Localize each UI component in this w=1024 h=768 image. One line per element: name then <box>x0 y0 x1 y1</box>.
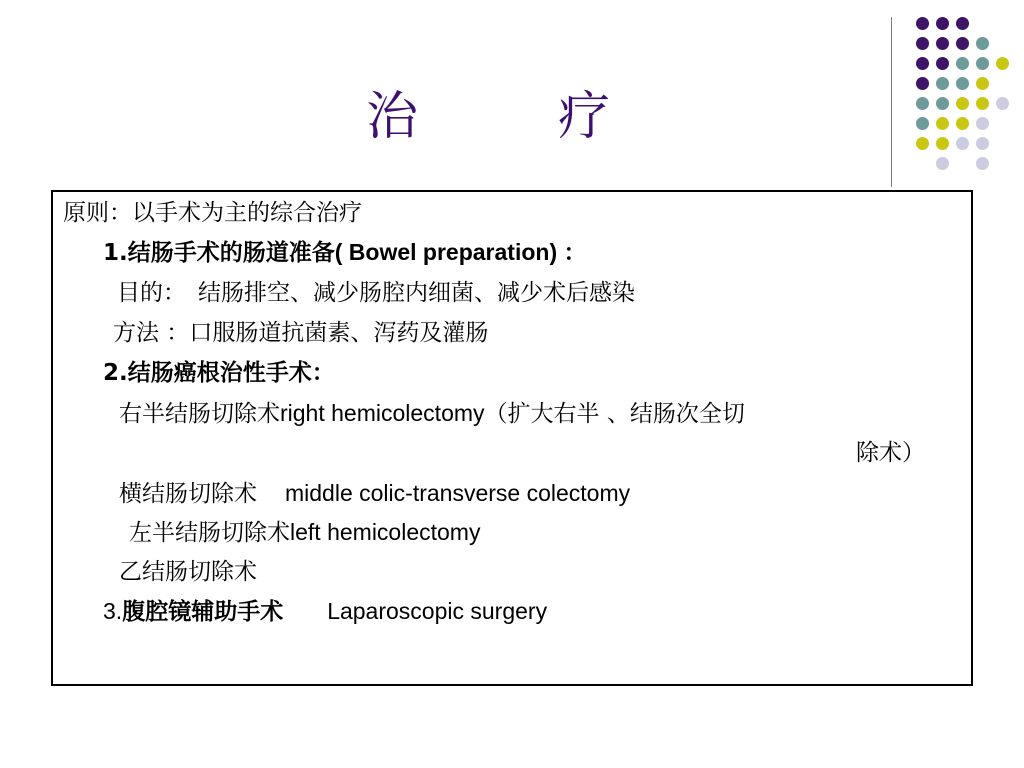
decorative-dot <box>936 137 949 150</box>
decorative-dot <box>996 57 1009 70</box>
decorative-divider-line <box>891 17 892 187</box>
laparoscopic-cn: 腹腔镜辅助手术 <box>122 599 284 625</box>
decorative-dot <box>936 117 949 130</box>
bowel-prep-heading-cn: 1.结肠手术的肠道准备 <box>103 240 335 266</box>
decorative-dot <box>916 97 929 110</box>
decorative-dot <box>976 97 989 110</box>
decorative-dot <box>976 157 989 170</box>
decorative-dot <box>956 77 969 90</box>
decorative-dot <box>936 57 949 70</box>
bowel-prep-heading-en: ( Bowel preparation) ： <box>334 239 587 265</box>
transverse-colectomy-cn: 横结肠切除术 <box>119 481 257 507</box>
transverse-colectomy-en: middle colic-transverse colectomy <box>285 480 631 506</box>
decorative-dot <box>996 97 1009 110</box>
method-text: 口服肠道抗菌素、泻药及灌肠 <box>189 320 489 346</box>
content-box <box>51 190 973 686</box>
principle-line <box>63 198 362 228</box>
transverse-colectomy-line <box>119 478 630 509</box>
decorative-dot <box>916 37 929 50</box>
left-hemicolectomy-cn: 左半结肠切除术 <box>129 520 290 546</box>
decorative-dot <box>956 37 969 50</box>
decorative-dot <box>916 17 929 30</box>
decorative-dot <box>976 77 989 90</box>
decorative-dot <box>936 157 949 170</box>
right-hemicolectomy-continuation <box>856 438 925 468</box>
right-hemicolectomy-en: right hemicolectomy <box>280 400 485 426</box>
decorative-dot <box>956 97 969 110</box>
decorative-dot <box>976 137 989 150</box>
laparoscopic-en: Laparoscopic surgery <box>327 598 548 624</box>
left-hemicolectomy-en: left hemicolectomy <box>290 519 481 545</box>
decorative-dot <box>956 117 969 130</box>
decorative-dot <box>916 77 929 90</box>
radical-surgery-heading-text: 2.结肠癌根治性手术： <box>103 360 335 386</box>
decorative-dot <box>916 137 929 150</box>
purpose-text: 结肠排空、减少肠腔内细菌、减少术后感染 <box>198 280 635 306</box>
decorative-dot <box>936 97 949 110</box>
right-hemicolectomy-paren: （扩大右半 、结肠次全切 <box>484 401 745 427</box>
decorative-dot <box>936 37 949 50</box>
method-line <box>113 318 488 348</box>
principle-text: 原则：以手术为主的综合治疗 <box>63 200 362 226</box>
left-hemicolectomy-line <box>129 517 480 548</box>
radical-surgery-heading <box>103 358 335 388</box>
decorative-dot <box>916 117 929 130</box>
decorative-dot <box>956 57 969 70</box>
sigmoid-colectomy-line <box>119 557 257 587</box>
decorative-dot <box>976 117 989 130</box>
bowel-prep-heading <box>103 237 587 268</box>
method-label: 方法 ： <box>113 320 190 346</box>
decorative-dot <box>976 37 989 50</box>
laparoscopic-number: 3. <box>103 598 123 624</box>
right-hemicolectomy-paren-cont: 除术） <box>856 440 925 466</box>
decorative-dot <box>936 17 949 30</box>
right-hemicolectomy-cn: 右半结肠切除术 <box>119 401 280 427</box>
right-hemicolectomy-line <box>119 398 745 429</box>
decorative-dot <box>956 17 969 30</box>
slide-title: 治 疗 <box>365 87 654 147</box>
decorative-dot <box>956 137 969 150</box>
purpose-label: 目的： <box>117 280 186 306</box>
decorative-dot <box>936 77 949 90</box>
laparoscopic-line <box>103 596 547 627</box>
purpose-line <box>117 278 635 308</box>
decorative-dot <box>976 57 989 70</box>
sigmoid-colectomy-cn: 乙结肠切除术 <box>119 559 257 585</box>
decorative-dot <box>916 57 929 70</box>
